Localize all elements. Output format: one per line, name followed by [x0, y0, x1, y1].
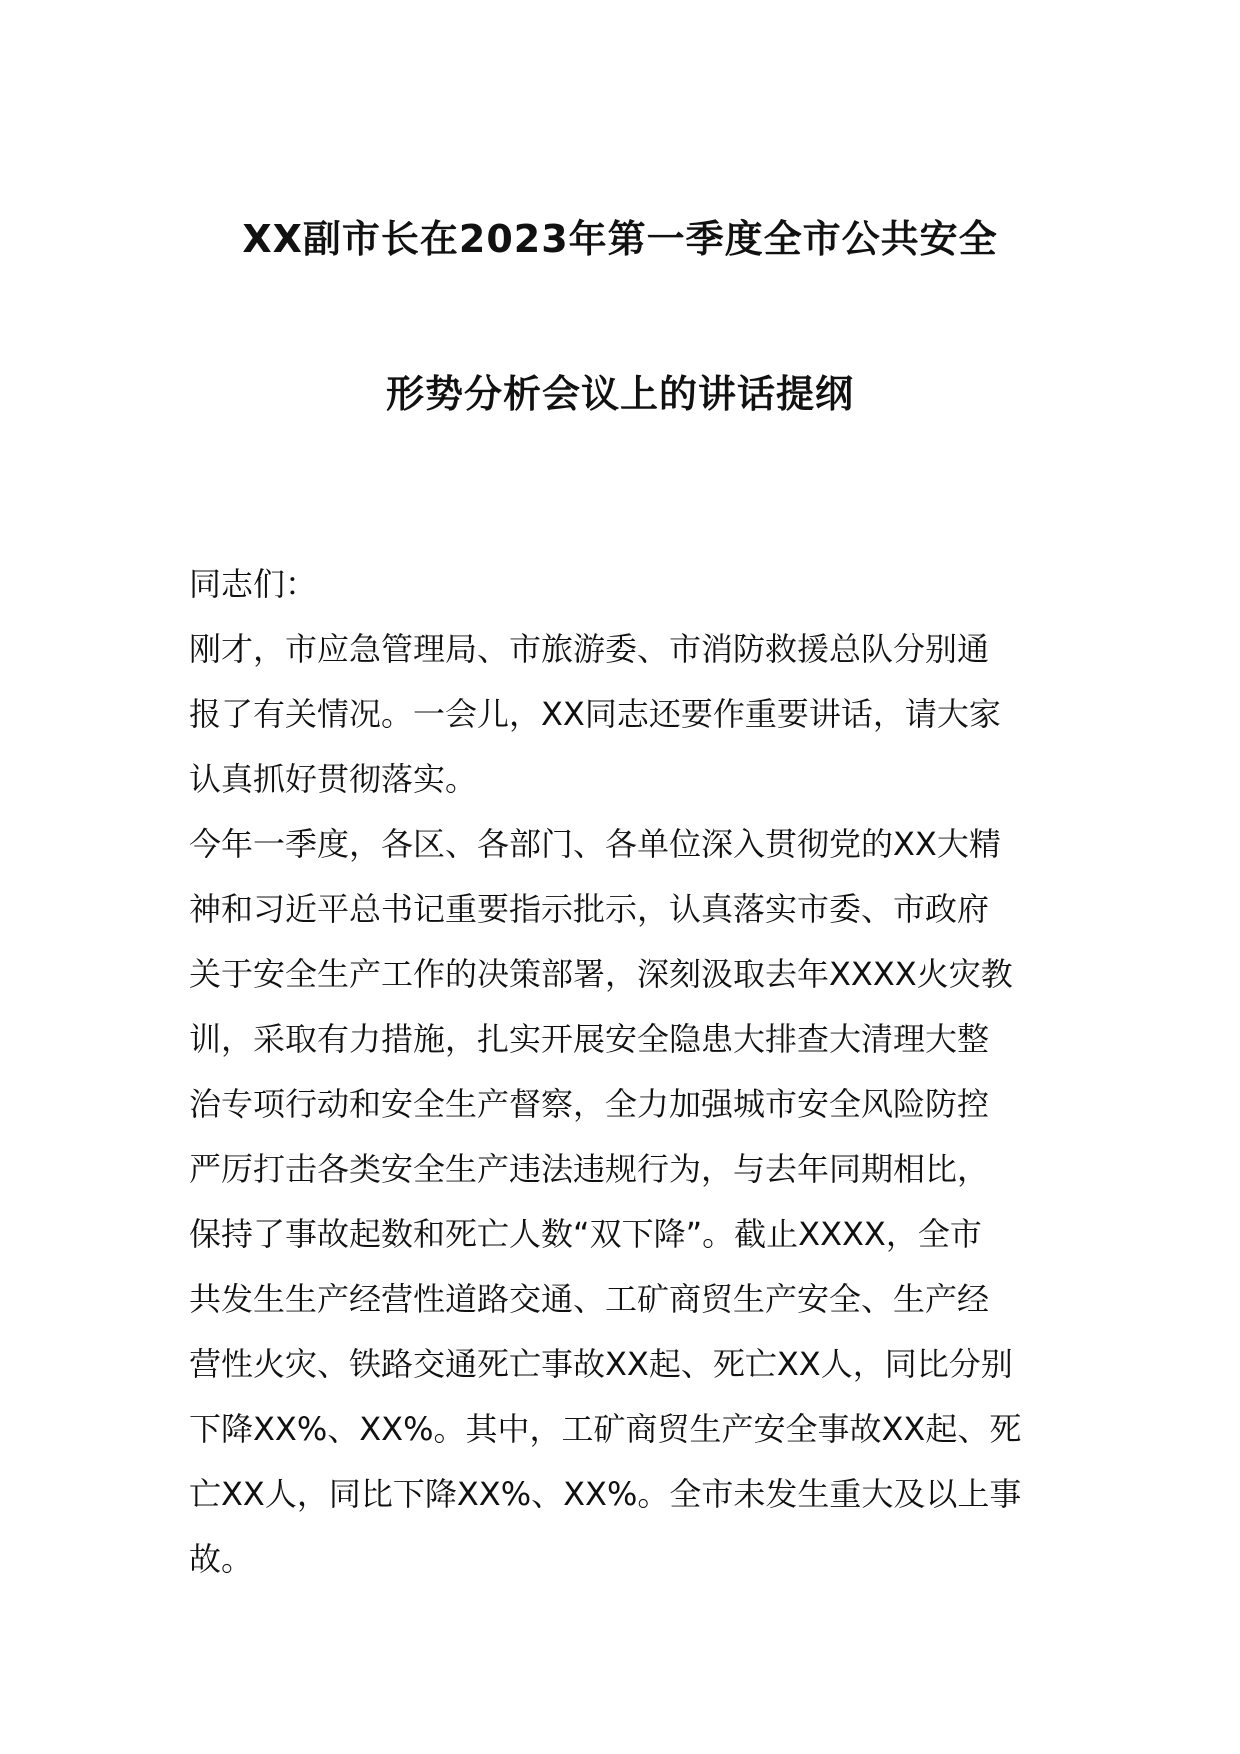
paragraph-line: 故。 — [189, 1540, 254, 1578]
paragraph-line: 关于安全生产工作的决策部署，深刻汲取去年XXXX火灾教 — [189, 955, 1013, 993]
paragraph-line: 报了有关情况。一会儿，XX同志还要作重要讲话，请大家 — [189, 695, 1001, 733]
document-title-line-2: 形势分析会议上的讲话提纲 — [385, 372, 854, 416]
document-title-line-1: XX副市长在2023年第一季度全市公共安全 — [242, 217, 998, 261]
paragraph-line: 保持了事故起数和死亡人数“双下降”。截止XXXX，全市 — [189, 1215, 982, 1253]
paragraph-line: 共发生生产经营性道路交通、工矿商贸生产安全、生产经 — [189, 1280, 990, 1318]
paragraph-1 — [189, 617, 1059, 812]
paragraph-line: 认真抓好贯彻落实。 — [189, 760, 478, 798]
paragraph-line: 刚才，市应急管理局、市旅游委、市消防救援总队分别通 — [189, 630, 990, 668]
paragraph-line: 训，采取有力措施，扎实开展安全隐患大排查大清理大整 — [189, 1020, 990, 1058]
paragraph-line: 神和习近平总书记重要指示批示，认真落实市委、市政府 — [189, 890, 990, 928]
paragraph-line: 下降XX%、XX%。其中，工矿商贸生产安全事故XX起、死 — [189, 1410, 1022, 1448]
paragraph-line: 营性火灾、铁路交通死亡事故XX起、死亡XX人，同比分别 — [189, 1345, 1013, 1383]
salutation: 同志们： — [189, 565, 318, 603]
paragraph-line: 严厉打击各类安全生产违法违规行为，与去年同期相比， — [189, 1150, 990, 1188]
paragraph-2 — [189, 812, 1059, 1592]
paragraph-line: 今年一季度，各区、各部门、各单位深入贯彻党的XX大精 — [189, 825, 1001, 863]
document-body — [189, 552, 1059, 1592]
paragraph-line: 治专项行动和安全生产督察，全力加强城市安全风险防控 — [189, 1085, 990, 1123]
paragraph-line: 亡XX人，同比下降XX%、XX%。全市未发生重大及以上事 — [189, 1475, 1022, 1513]
